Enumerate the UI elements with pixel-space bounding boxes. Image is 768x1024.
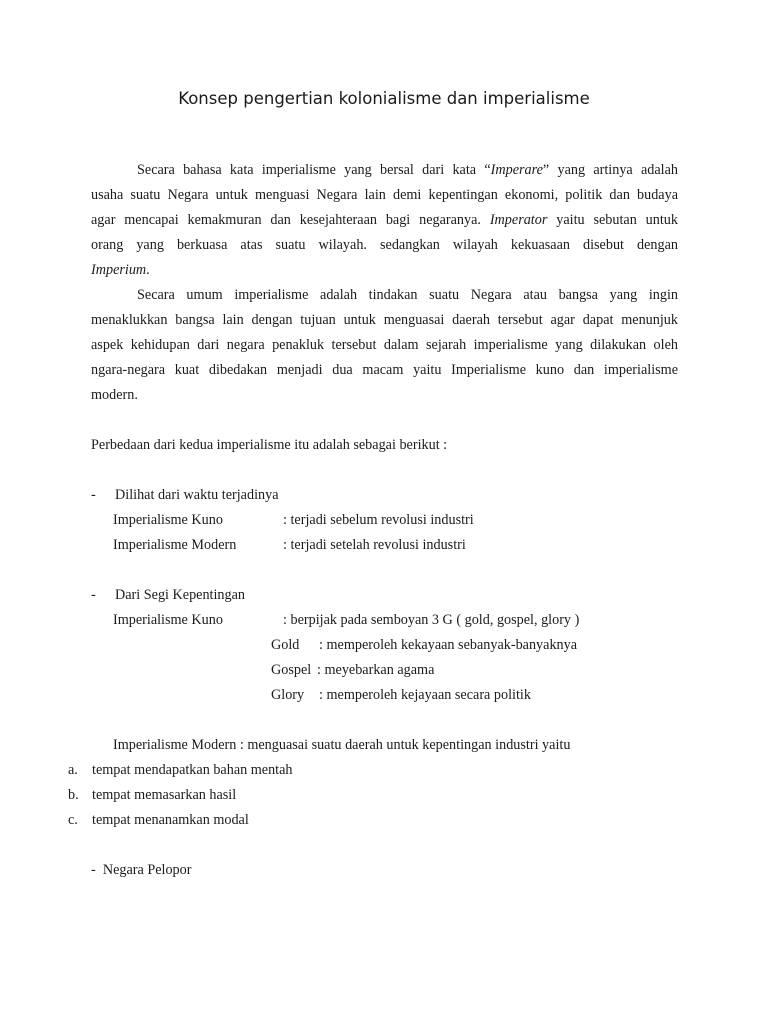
term-imperator: Imperator [489, 212, 548, 228]
sub-label-glory: Glory [271, 687, 305, 703]
section3-heading: - Negara Pelopor [91, 862, 192, 878]
row-label-modern: Imperialisme Modern [113, 537, 237, 553]
sub-label-gold: Gold [271, 637, 300, 653]
row-value-kuno: : terjadi sebelum revolusi industri [283, 512, 474, 528]
paragraph-imperialisme-definition [91, 158, 678, 283]
paragraph-line: ngara-negara kuat dibedakan menjadi dua macam yaitu Imperialisme kuno dan imperialisme [91, 362, 678, 378]
sub-value-gospel: : meyebarkan agama [317, 662, 435, 678]
paragraph-line: usaha suatu Negara untuk menguasi Negara lain demi kepentingan ekonomi, politik dan budaya [91, 187, 678, 203]
section1-bullet: - [91, 487, 96, 503]
paragraph-imperialisme-umum [91, 283, 678, 408]
row-label-kuno-kepentingan: Imperialisme Kuno [113, 612, 223, 628]
paragraph-line: agar mencapai kemakmuran dan kesejahteraan bagi negaranya. Imperator yaitu sebutan untuk [91, 212, 678, 228]
paragraph-line: menaklukkan bangsa lain dengan tujuan untuk menguasai daerah tersebut agar dapat menunjuk [91, 312, 678, 328]
list-item: tempat memasarkan hasil [92, 787, 237, 803]
row-label-kuno: Imperialisme Kuno [113, 512, 223, 528]
paragraph-line: Imperium. [91, 262, 150, 278]
row-value-kuno-kepentingan: : berpijak pada semboyan 3 G ( gold, gospel, glory ) [283, 612, 580, 628]
list-marker: a. [68, 762, 78, 778]
term-imperium: Imperium [91, 262, 147, 278]
document-title: Konsep pengertian kolonialisme dan imperialisme [178, 89, 590, 108]
section2-bullet: - [91, 587, 96, 603]
paragraph-line: modern. [91, 387, 138, 403]
sub-value-gold: : memperoleh kekayaan sebanyak-banyaknya [319, 637, 578, 653]
paragraph-line: Secara umum imperialisme adalah tindakan suatu Negara atau bangsa yang ingin [137, 287, 678, 303]
paragraph-line: Secara bahasa kata imperialisme yang bersal dari kata “Imperare” yang artinya adalah [137, 162, 678, 178]
section1-heading: Dilihat dari waktu terjadinya [115, 487, 279, 503]
row-value-modern: : terjadi setelah revolusi industri [283, 537, 466, 553]
modern-sentence: Imperialisme Modern : menguasai suatu daerah untuk kepentingan industri yaitu [113, 737, 571, 753]
paragraph-line: aspek kehidupan dari negara penakluk tersebut dalam sejarah imperialisme yang dilakukan oleh [91, 337, 678, 353]
list-marker: b. [68, 787, 79, 803]
section2-heading: Dari Segi Kepentingan [115, 587, 246, 603]
list-item: tempat mendapatkan bahan mentah [92, 762, 293, 778]
term-imperare: Imperare [490, 162, 543, 178]
sub-value-glory: : memperoleh kejayaan secara politik [319, 687, 531, 703]
paragraph-line: orang yang berkuasa atas suatu wilayah. sedangkan wilayah kekuasaan disebut dengan [91, 237, 678, 253]
list-item: tempat menanamkan modal [92, 812, 249, 828]
list-marker: c. [68, 812, 78, 828]
intro-sentence: Perbedaan dari kedua imperialisme itu adalah sebagai berikut : [91, 437, 448, 453]
sub-label-gospel: Gospel [271, 662, 312, 678]
